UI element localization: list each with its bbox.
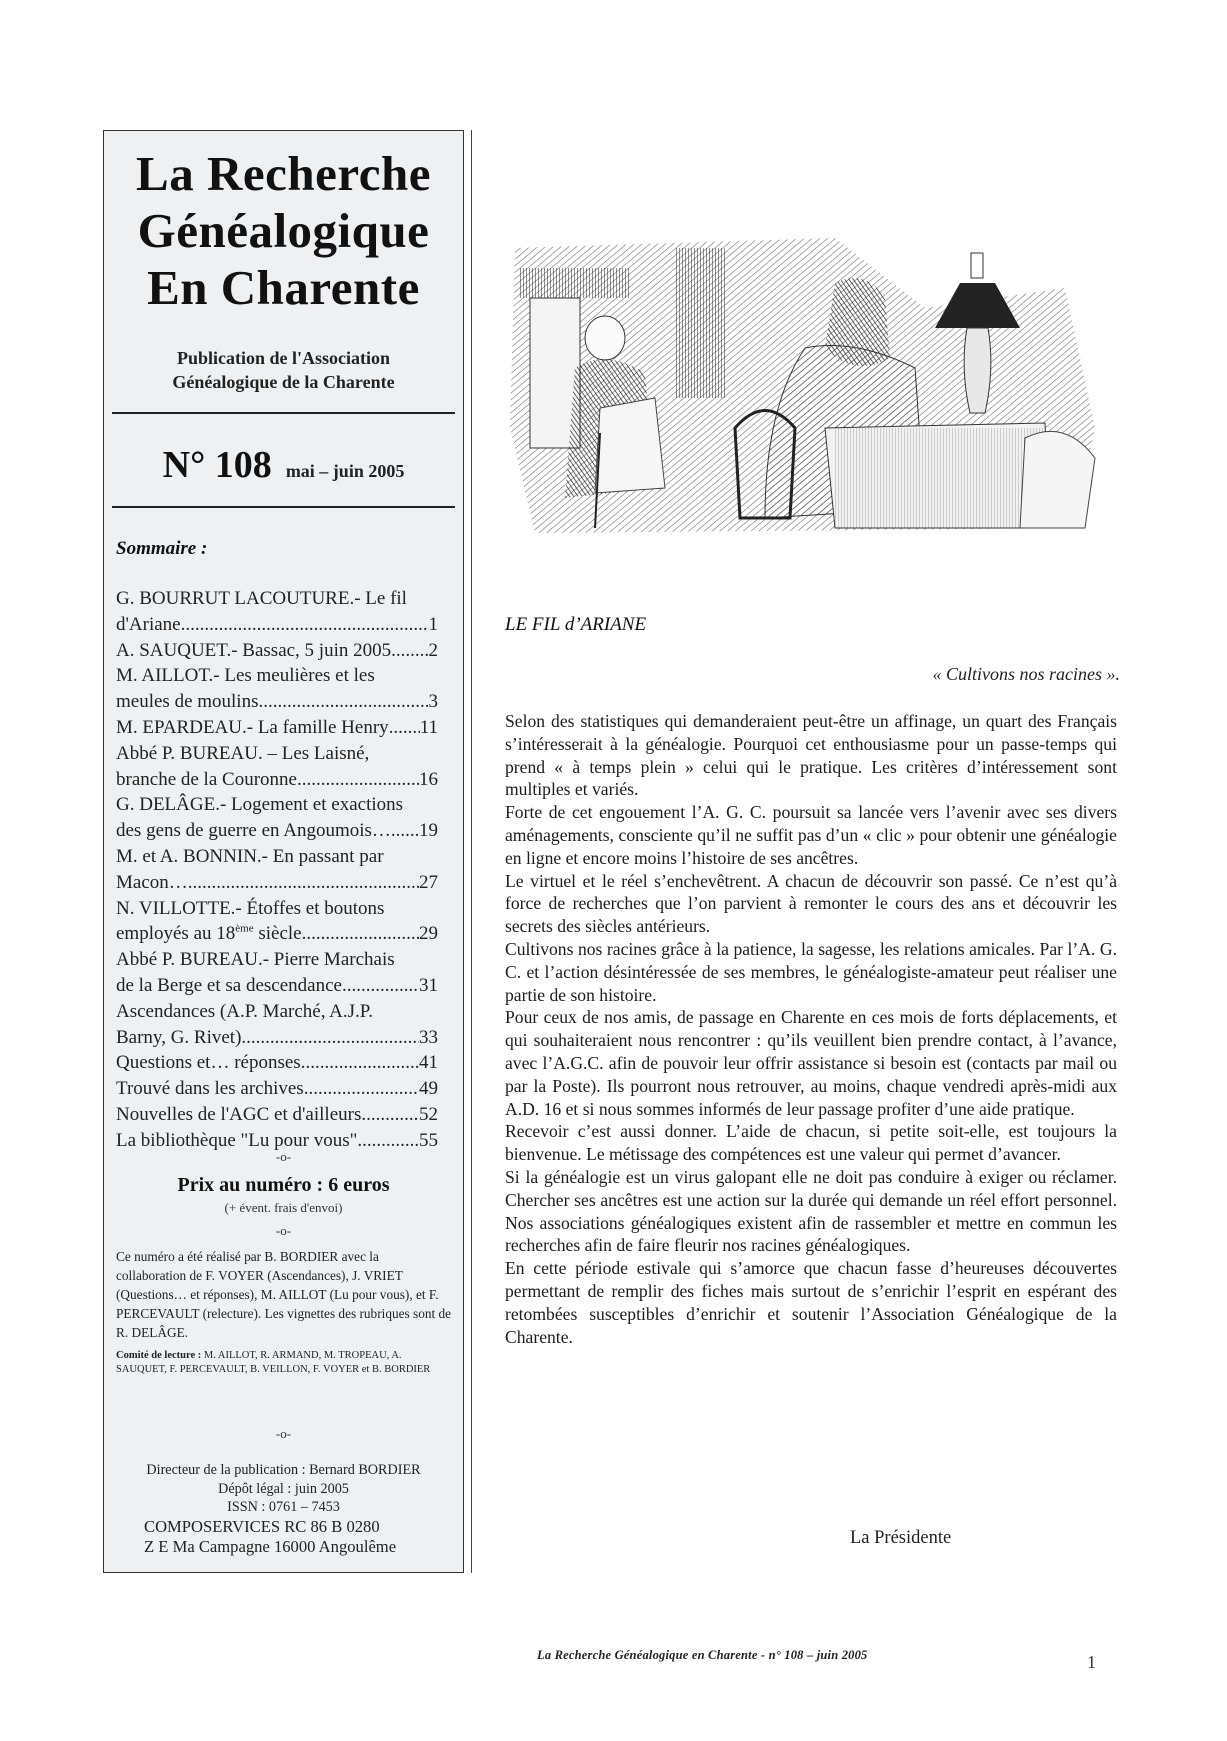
- toc-entry: [116, 663, 438, 715]
- toc-entry: [116, 792, 438, 844]
- toc-title-superscript: ème: [235, 923, 254, 936]
- toc-page-number: 1: [428, 613, 438, 635]
- toc-page-number: 41: [419, 1052, 438, 1074]
- publication-subtitle: [104, 346, 463, 394]
- article-paragraph: Cultivons nos racines grâce à la patience, la sagesse, les relations amicales. Par l’A. G. C. et l’action désintéressée de ses membres, le généalogiste-amateur peut réaliser une partie de son histoire.: [505, 938, 1117, 1005]
- toc-entry-line: [116, 870, 438, 896]
- dot-leader: [258, 689, 428, 715]
- toc-entry-lead: N. VILLOTTE.- Étoffes et boutons: [116, 897, 385, 919]
- toc-entry: [116, 1076, 438, 1102]
- toc-title-part: employés au 18: [116, 923, 236, 945]
- toc-entry-title: de la Berge et sa descendance: [116, 974, 342, 996]
- legal-deposit: Dépôt légal : juin 2005: [218, 1480, 349, 1497]
- toc-entry-line: [116, 767, 438, 793]
- toc-entry: [116, 586, 438, 638]
- dot-leader: [389, 715, 420, 741]
- dot-leader: [342, 973, 419, 999]
- running-footer: La Recherche Généalogique en Charente - n° 108 – juin 2005: [537, 1648, 868, 1662]
- shutter: [675, 248, 725, 398]
- issue-date: mai – juin 2005: [285, 461, 405, 481]
- publication-title: [104, 145, 463, 316]
- toc-entry-line: [116, 638, 438, 664]
- toc-entry-lead: Abbé P. BUREAU. – Les Laisné,: [116, 742, 370, 764]
- toc-entry-line: [116, 1102, 438, 1128]
- mantel: [520, 268, 630, 298]
- toc-entry-title: M. EPARDEAU.- La famille Henry: [116, 716, 389, 738]
- toc-page-number: 31: [419, 974, 438, 996]
- credits: Ce numéro a été réalisé par B. BORDIER avec la collaboration de F. VOYER (Ascendances), J. VRIET (Questions… et réponses), M. AILLOT (Lu pour vous), et F. PERCEVAULT (relecture). Les vignettes des rubriques sont de R. DELÂGE.: [116, 1249, 452, 1340]
- divider: [112, 506, 455, 508]
- toc-entry-title: La bibliothèque "Lu pour vous": [116, 1129, 358, 1151]
- separator: -o-: [275, 1223, 292, 1238]
- draped-cloth: [1020, 431, 1095, 528]
- printer-info: [144, 1517, 396, 1557]
- toc-page-number: 19: [419, 820, 438, 842]
- table-of-contents: [116, 586, 438, 1154]
- price: Prix au numéro : 6 euros: [177, 1174, 390, 1196]
- toc-entry: [116, 896, 438, 948]
- tablecloth: [835, 428, 1045, 528]
- dot-leader: [181, 612, 429, 638]
- toc-entry: [116, 1102, 438, 1128]
- toc-page-number: 55: [419, 1129, 438, 1151]
- toc-entry-title: d'Ariane: [116, 613, 181, 635]
- toc-page-number: 16: [419, 768, 438, 790]
- dot-leader: [391, 818, 419, 844]
- article-paragraph: Forte de cet engouement l’A. G. C. poursuit sa lancée vers l’avenir avec ses divers aménagements, consciente qu’il ne suffit pas d’un « clic » pour obtenir une généalogie en ligne et encore moins l’histoire de ses ancêtres.: [505, 802, 1117, 868]
- toc-entry-title: Questions et… réponses: [116, 1052, 301, 1074]
- publication-info: [104, 1461, 463, 1517]
- committee-members: M. AILLOT, R. ARMAND, M. TROPEAU, A. SAUQUET, F. PERCEVAULT, B. VEILLON, F. VOYER et B. BORDIER: [116, 1350, 431, 1375]
- toc-entry-lead: G. BOURRUT LACOUTURE.- Le fil: [116, 588, 407, 609]
- toc-entry: [116, 1050, 438, 1076]
- article-epigraph: « Cultivons nos racines ».: [932, 664, 1120, 684]
- reading-committee: [116, 1349, 452, 1377]
- dot-leader: [297, 767, 419, 793]
- toc-page-number: 27: [419, 871, 438, 893]
- dot-leader: [188, 870, 419, 896]
- toc-entry-title: [116, 921, 302, 947]
- lamp-shade: [935, 283, 1020, 328]
- toc-entry-title: Macon…: [116, 871, 188, 893]
- toc-entry-lead: Abbé P. BUREAU.- Pierre Marchais: [116, 949, 395, 971]
- page-number: 1: [1087, 1652, 1096, 1672]
- committee-label: Comité de lecture :: [116, 1350, 202, 1361]
- toc-page-number: 52: [419, 1103, 438, 1125]
- dot-leader: [301, 1050, 419, 1076]
- toc-page-number: 2: [428, 639, 438, 661]
- toc-entry-line: [116, 1076, 438, 1102]
- toc-entry-title: branche de la Couronne: [116, 768, 297, 790]
- toc-page-number: 11: [419, 716, 438, 738]
- toc-page-number: 49: [419, 1078, 438, 1100]
- toc-entry-title: des gens de guerre en Angoumois…: [116, 820, 391, 842]
- toc-entry: [116, 741, 438, 793]
- toc-page-number: 3: [428, 691, 438, 713]
- lamp-base: [964, 328, 991, 413]
- toc-entry-line: [116, 973, 438, 999]
- toc-entry: [116, 999, 438, 1051]
- toc-entry-title: A. SAUQUET.- Bassac, 5 juin 2005: [116, 639, 392, 661]
- maid-head: [585, 316, 625, 360]
- toc-entry: [116, 638, 438, 664]
- toc-entry-lead: Ascendances (A.P. Marché, A.J.P.: [116, 1000, 373, 1022]
- separator: -o-: [275, 1426, 292, 1441]
- toc-entry-lead: M. et A. BONNIN.- En passant par: [116, 845, 384, 867]
- title-line: Généalogique: [137, 203, 430, 258]
- director: Directeur de la publication : Bernard BORDIER: [146, 1462, 421, 1478]
- masthead-sidebar: [103, 130, 464, 1573]
- article-paragraph: Le virtuel et le réel s’enchevêtrent. A chacun de découvrir son passé. Ce n’est qu’à force de recherches que l’on parvient à remonter le cours des ans et découvrir les secrets des siècles antérieurs.: [505, 870, 1117, 937]
- toc-entry-lead: G. DELÂGE.- Logement et exactions: [116, 794, 404, 816]
- dot-leader: [241, 1025, 419, 1051]
- toc-entry-line: [116, 715, 438, 741]
- maid-apron: [595, 398, 665, 493]
- toc-title-part: siècle: [253, 923, 302, 945]
- issue-info: [104, 443, 463, 487]
- article-paragraph: Si la généalogie est un virus galopant elle ne doit pas conduire à exiger ou réclamer. Chercher ses ancêtres est une action sur la durée qui demande un réel effort personnel. Nos associations généalogiques existent afin de rassembler et mettre en commun les recherches afin de faire fleurir nos racines généalogiques.: [505, 1166, 1117, 1256]
- signature: La Présidente: [850, 1528, 952, 1548]
- sommaire-heading: Sommaire :: [116, 538, 208, 559]
- toc-entry-title: Barny, G. Rivet): [116, 1026, 242, 1048]
- lamp-chimney: [971, 253, 983, 278]
- toc-entry: [116, 844, 438, 896]
- dot-leader: [391, 638, 428, 664]
- company-line: COMPOSERVICES RC 86 B 0280: [144, 1517, 380, 1536]
- toc-entry-line: [116, 1050, 438, 1076]
- toc-entry-line: [116, 921, 438, 947]
- article-paragraph: Pour ceux de nos amis, de passage en Charente en ces mois de forts déplacements, et qui souhaiteraient nous rencontrer : qu’ils veuillent bien prendre contact, à l’avance, avec l’A.G.C. afin de pouvoir leur offrir assistance si besoin est (contacts par mail ou par la Poste). Ils pourront nous retrouver, au moins, chaque vendredi après-midi aux A.D. 16 et si nous sommes informés de leur passage profiter d’une aide pratique.: [505, 1007, 1117, 1119]
- title-line: La Recherche: [136, 146, 431, 201]
- toc-entry: [116, 715, 438, 741]
- toc-entry-line: [116, 818, 438, 844]
- toc-entry-title: Trouvé dans les archives: [116, 1078, 304, 1100]
- title-line: En Charente: [147, 260, 420, 315]
- article-title: LE FIL d’ARIANE: [505, 614, 647, 635]
- subtitle-line: Publication de l'Association: [176, 348, 391, 368]
- article-paragraph: Recevoir c’est aussi donner. L’aide de chacun, si petite soit-elle, est toujours la bienvenue. Le métissage des compétences est une valeur qui permet d’avancer.: [505, 1121, 1117, 1165]
- dot-leader: [304, 1076, 419, 1102]
- subtitle-line: Généalogique de la Charente: [172, 372, 395, 392]
- dot-leader: [361, 1102, 419, 1128]
- toc-entry-line: [116, 689, 438, 715]
- toc-entry-line: [116, 1025, 438, 1051]
- toc-entry: [116, 947, 438, 999]
- engraving-illustration-icon: [505, 228, 1105, 536]
- issn: ISSN : 0761 – 7453: [227, 1499, 340, 1515]
- toc-entry-title: meules de moulins: [116, 691, 259, 713]
- article-paragraph: Selon des statistiques qui demanderaient peut-être un affinage, un quart des Français s’intéresserait à la généalogie. Pourquoi cet enthousiasme pour un passe-temps qui prend « à temps plein » celui qui le pratique. Les critères d’intéressement sont multiples et variés.: [505, 711, 1117, 800]
- toc-page-number: 33: [419, 1026, 438, 1048]
- divider: [112, 412, 455, 414]
- toc-entry-line: [116, 612, 438, 638]
- issue-number: N° 108: [162, 444, 272, 486]
- separator: -o-: [275, 1149, 292, 1164]
- price-note: (+ évent. frais d'envoi): [224, 1200, 343, 1215]
- dot-leader: [302, 921, 419, 947]
- article-paragraph: En cette période estivale qui s’amorce que chacun fasse d’heureuses découvertes permettant de remplir des fiches mais surtout de s’enrichir l’esprit en espérant des retombées susceptibles d’enrichir et soutenir l’Association Généalogique de la Charente.: [505, 1258, 1117, 1347]
- toc-page-number: 29: [419, 923, 438, 945]
- company-line: Z E Ma Campagne 16000 Angoulême: [144, 1537, 397, 1556]
- article-body: [505, 710, 1117, 1348]
- toc-entry-title: Nouvelles de l'AGC et d'ailleurs: [116, 1103, 362, 1125]
- toc-entry-lead: M. AILLOT.- Les meulières et les: [116, 665, 375, 687]
